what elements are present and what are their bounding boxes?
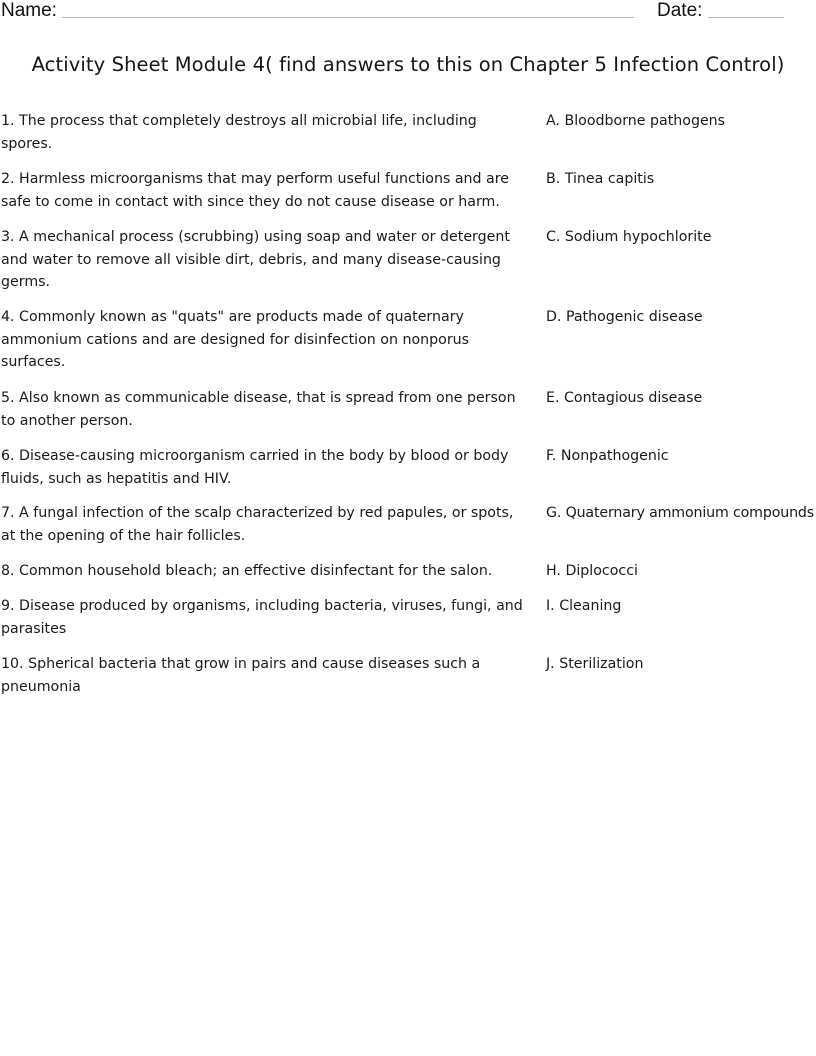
answer-item: G. Quaternary ammonium compounds bbox=[546, 505, 815, 521]
name-label: Name: bbox=[1, 0, 57, 21]
answer-item: H. Diplococci bbox=[546, 563, 638, 579]
question-item: 3. A mechanical process (scrubbing) using soap and water or detergent and water to remove all visible dirt, debris, and many disease-causing germs. bbox=[1, 229, 510, 290]
date-blank-line[interactable] bbox=[708, 17, 784, 18]
question-item: 4. Commonly known as "quats" are products made of quaternary ammonium cations and are designed for disinfection on nonporus surfaces. bbox=[1, 309, 470, 370]
answer-item: D. Pathogenic disease bbox=[546, 309, 703, 325]
answer-item: I. Cleaning bbox=[546, 598, 622, 614]
question-item: 9. Disease produced by organisms, including bacteria, viruses, fungi, and parasites bbox=[1, 598, 523, 637]
header bbox=[0, 0, 816, 24]
date-label: Date: bbox=[657, 0, 703, 21]
answer-item: A. Bloodborne pathogens bbox=[546, 113, 726, 129]
answer-item: J. Sterilization bbox=[546, 656, 644, 672]
question-item: 2. Harmless microorganisms that may perform useful functions and are safe to come in contact with since they do not cause disease or harm. bbox=[1, 171, 509, 210]
question-item: 10. Spherical bacteria that grow in pairs and cause diseases such a pneumonia bbox=[1, 656, 481, 695]
answer-item: F. Nonpathogenic bbox=[546, 448, 669, 464]
question-item: 1. The process that completely destroys all microbial life, including spores. bbox=[1, 113, 477, 152]
answer-item: E. Contagious disease bbox=[546, 390, 703, 406]
answer-item: C. Sodium hypochlorite bbox=[546, 229, 712, 245]
question-item: 6. Disease-causing microorganism carried in the body by blood or body fluids, such as hepatitis and HIV. bbox=[1, 448, 509, 487]
question-item: 7. A fungal infection of the scalp characterized by red papules, or spots, at the opening of the hair follicles. bbox=[1, 505, 514, 544]
page-title: Activity Sheet Module 4( find answers to this on Chapter 5 Infection Control) bbox=[31, 53, 785, 76]
name-blank-line[interactable] bbox=[62, 17, 634, 18]
question-item: 8. Common household bleach; an effective disinfectant for the salon. bbox=[1, 563, 493, 579]
answer-item: B. Tinea capitis bbox=[546, 171, 655, 187]
question-item: 5. Also known as communicable disease, that is spread from one person to another person. bbox=[1, 390, 516, 429]
